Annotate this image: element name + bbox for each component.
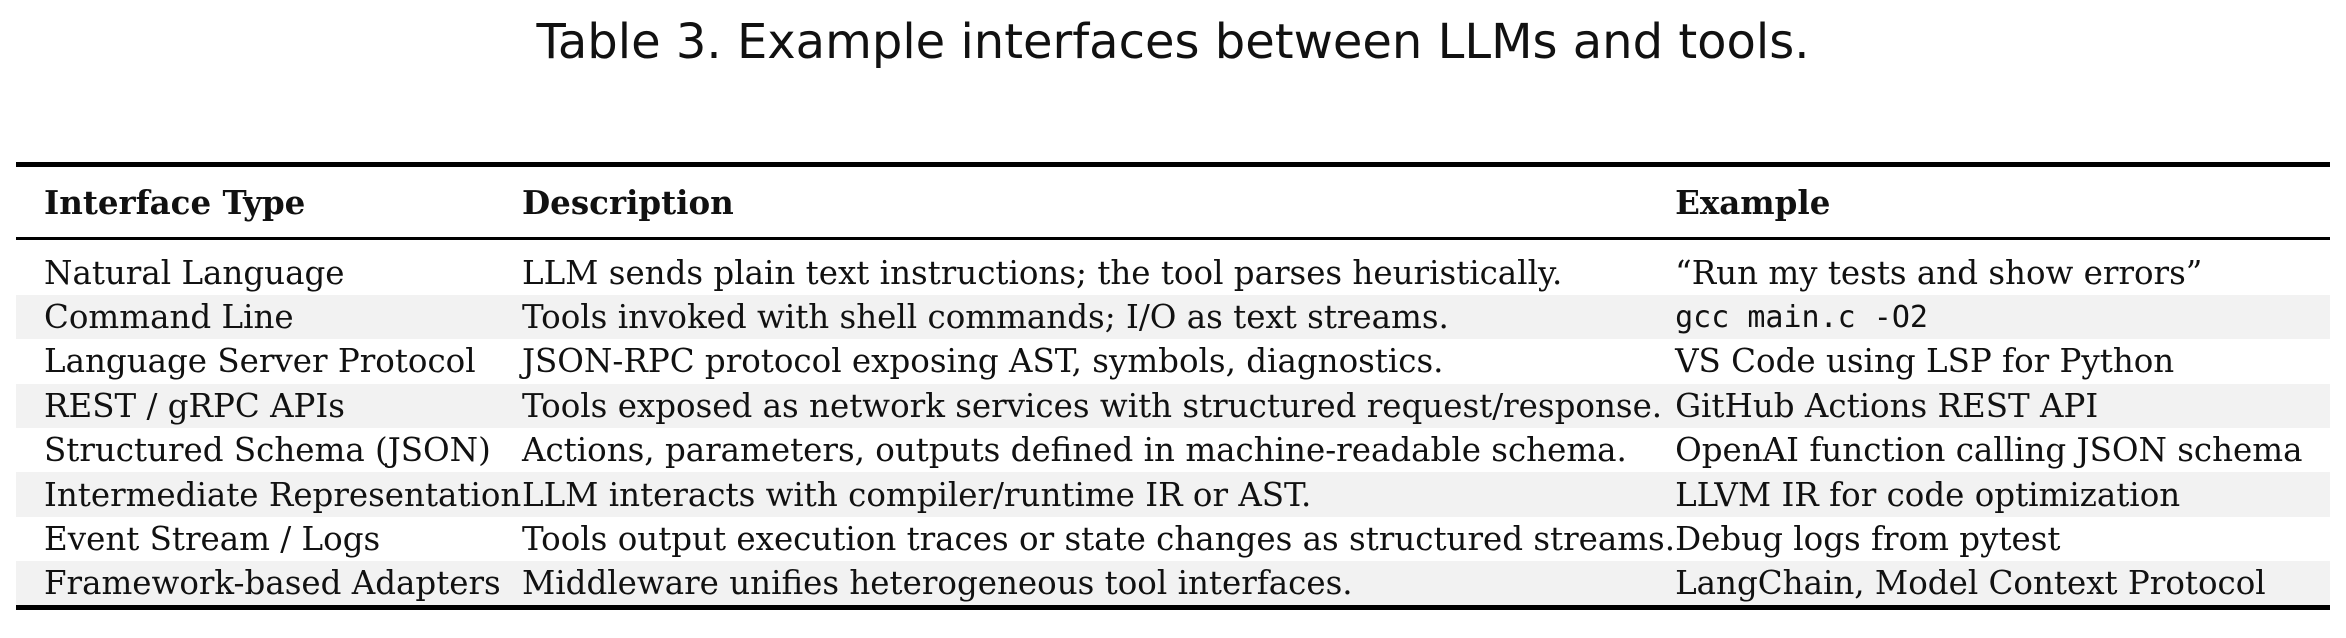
- cell-description: Middleware unifies heterogeneous tool interfaces.: [522, 561, 1675, 607]
- cell-example: Debug logs from pytest: [1675, 520, 2061, 559]
- cell-description: Tools output execution traces or state changes as structured streams.: [522, 520, 1676, 559]
- table-row: [16, 339, 2330, 383]
- cell-example: VS Code using LSP for Python: [1675, 342, 2175, 381]
- cell-description: Actions, parameters, outputs defined in machine-readable schema.: [522, 431, 1627, 470]
- table-row: [16, 472, 2330, 516]
- header-row: [16, 165, 2330, 239]
- cell-description: Tools exposed as network services with structured request/response.: [522, 384, 1675, 428]
- cell-interface-type: REST / gRPC APIs: [16, 384, 522, 428]
- table-row: [16, 517, 2330, 561]
- header-interface-type: Interface Type: [16, 165, 522, 239]
- table-header: [16, 165, 2330, 239]
- cell-description: LLM sends plain text instructions; the tool parses heuristically.: [522, 253, 1563, 292]
- cell-example: LangChain, Model Context Protocol: [1675, 561, 2330, 607]
- table-body: [16, 239, 2330, 608]
- header-example: Example: [1675, 165, 2330, 239]
- cell-interface-type: Structured Schema (JSON): [44, 431, 491, 470]
- table-caption: Table 3. Example interfaces between LLMs and tools.: [536, 14, 1810, 70]
- table-row: [16, 251, 2330, 295]
- spacer-row: [16, 239, 2330, 251]
- cell-example: gcc main.c -O2: [1675, 295, 2330, 339]
- table-row: [16, 561, 2330, 607]
- header-description: Description: [522, 165, 1675, 239]
- table-row: [16, 295, 2330, 339]
- cell-interface-type: Natural Language: [44, 253, 345, 292]
- cell-example: LLVM IR for code optimization: [1675, 472, 2330, 516]
- cell-interface-type: Event Stream / Logs: [44, 520, 381, 559]
- cell-description: LLM interacts with compiler/runtime IR or AST.: [522, 472, 1675, 516]
- interfaces-table-container: [16, 162, 2330, 610]
- cell-example: GitHub Actions REST API: [1675, 384, 2330, 428]
- table-row: [16, 384, 2330, 428]
- table-row: [16, 428, 2330, 472]
- cell-interface-type: Framework-based Adapters: [16, 561, 522, 607]
- cell-description: Tools invoked with shell commands; I/O as text streams.: [522, 295, 1675, 339]
- spacer-cell: [16, 239, 2330, 251]
- cell-interface-type: Command Line: [16, 295, 522, 339]
- cell-example: OpenAI function calling JSON schema: [1675, 431, 2303, 470]
- cell-interface-type: Intermediate Representation: [16, 472, 522, 516]
- interfaces-table: [16, 162, 2330, 610]
- cell-description: JSON-RPC protocol exposing AST, symbols, diagnostics.: [522, 342, 1444, 381]
- cell-interface-type: Language Server Protocol: [44, 342, 476, 381]
- cell-example: “Run my tests and show errors”: [1675, 253, 2203, 292]
